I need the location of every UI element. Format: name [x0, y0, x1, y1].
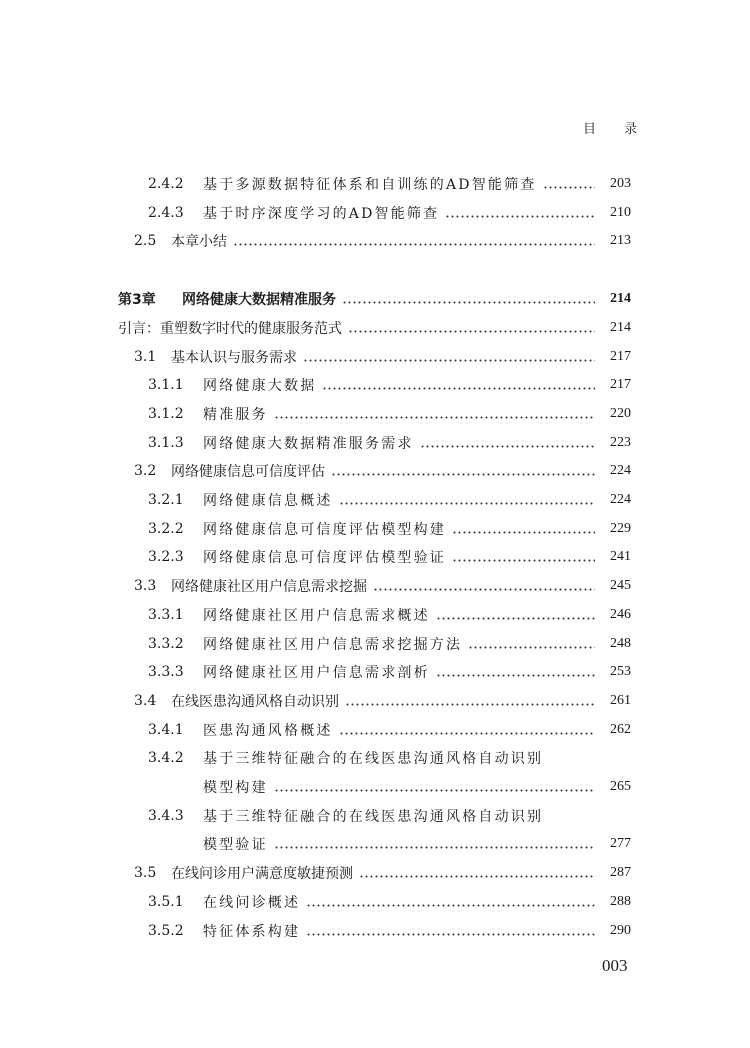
- entry-title: 网络健康信息可信度评估模型构建: [203, 521, 446, 538]
- entry-number: 第3章: [118, 292, 156, 309]
- toc-entry[interactable]: [0, 287, 750, 311]
- toc-entry[interactable]: [0, 402, 750, 426]
- entry-title: 在线问诊用户满意度敏捷预测: [171, 866, 353, 883]
- toc-entry-continuation[interactable]: [0, 775, 750, 799]
- page-number: 003: [602, 956, 628, 975]
- entry-number: 3.4: [134, 692, 157, 709]
- toc-entry[interactable]: [0, 718, 750, 742]
- entry-title-continuation: 模型验证: [203, 837, 268, 854]
- dot-leader: [436, 660, 595, 684]
- dot-leader: [445, 201, 595, 225]
- entry-number: 3.3: [134, 578, 157, 595]
- toc-entry[interactable]: [0, 488, 750, 512]
- entry-page: 245: [610, 578, 631, 594]
- entry-page: 213: [610, 233, 631, 249]
- entry-page: 241: [610, 549, 631, 565]
- dot-leader: [274, 775, 595, 799]
- entry-page: 220: [610, 405, 631, 421]
- entry-title: 基于多源数据特征体系和自训练的AD智能筛查: [203, 177, 537, 193]
- dot-leader: [468, 632, 595, 656]
- dot-leader: [322, 373, 595, 397]
- entry-number: 3.2: [134, 463, 157, 480]
- toc-entry[interactable]: [0, 172, 750, 196]
- dot-leader: [345, 689, 595, 713]
- entry-page: 229: [610, 520, 631, 536]
- toc-entry[interactable]: [0, 603, 750, 627]
- dot-leader: [274, 832, 595, 856]
- toc-entry-continuation[interactable]: [0, 832, 750, 856]
- dot-leader: [373, 574, 595, 598]
- entry-page: 214: [610, 291, 631, 307]
- entry-number: 3.5.2: [148, 922, 184, 939]
- dot-leader: [348, 316, 595, 340]
- entry-number: 3.3.1: [148, 606, 184, 623]
- toc-entry[interactable]: [0, 890, 750, 914]
- entry-page: 224: [610, 492, 631, 507]
- entry-title: 网络健康社区用户信息需求挖掘: [171, 579, 367, 596]
- entry-number: 3.3.2: [148, 635, 184, 652]
- toc-entry[interactable]: [0, 373, 750, 397]
- dot-leader: [339, 488, 595, 512]
- dot-leader: [306, 919, 595, 943]
- entry-number: 3.4.3: [148, 807, 184, 824]
- toc-entry[interactable]: [0, 689, 750, 713]
- entry-page: 288: [610, 893, 631, 909]
- entry-title: 网络健康信息可信度评估模型验证: [203, 550, 446, 567]
- running-header: 目 录: [583, 122, 650, 137]
- entry-number: 3.1: [134, 348, 157, 365]
- entry-number: 3.1.2: [148, 405, 184, 422]
- toc-entry[interactable]: [0, 574, 750, 598]
- toc-entry[interactable]: [0, 459, 750, 483]
- entry-page: 223: [610, 434, 631, 450]
- entry-number: 3.2.2: [148, 520, 184, 537]
- entry-title: 基于时序深度学习的AD智能筛查: [203, 205, 440, 222]
- entry-title: 网络健康社区用户信息需求剖析: [203, 665, 430, 682]
- entry-title: 特征体系构建: [203, 923, 301, 940]
- toc-entry[interactable]: [0, 660, 750, 684]
- toc-entry[interactable]: [0, 545, 750, 569]
- toc-entry[interactable]: [0, 632, 750, 656]
- dot-leader: [303, 345, 595, 369]
- entry-title: 网络健康信息可信度评估: [171, 464, 325, 481]
- dot-leader: [233, 229, 595, 253]
- entry-title: 网络健康信息概述: [203, 493, 333, 509]
- entry-page: 265: [610, 779, 631, 794]
- entry-number: 3.2.3: [148, 549, 184, 566]
- entry-number: 3.5: [134, 865, 157, 882]
- entry-page: 246: [610, 606, 631, 622]
- entry-number: 2.4.3: [148, 204, 184, 221]
- entry-page: 287: [610, 865, 631, 881]
- toc-entry[interactable]: [0, 746, 750, 770]
- entry-page: 277: [610, 836, 631, 852]
- entry-page: 210: [610, 204, 631, 220]
- entry-page: 214: [610, 319, 631, 335]
- toc-entry[interactable]: [0, 201, 750, 225]
- entry-title: 基本认识与服务需求: [171, 349, 297, 366]
- entry-page: 248: [610, 635, 631, 651]
- entry-page: 253: [610, 664, 631, 680]
- entry-number: 3.1.3: [148, 434, 184, 451]
- entry-number: 3.3.3: [148, 664, 184, 681]
- entry-number: 3.1.1: [148, 377, 184, 394]
- dot-leader: [452, 545, 595, 569]
- entry-title-continuation: 模型构建: [203, 780, 268, 796]
- entry-page: 203: [610, 176, 631, 191]
- toc-entry[interactable]: [0, 345, 750, 369]
- toc-entry[interactable]: [0, 861, 750, 885]
- entry-number: 3.2.1: [148, 492, 184, 508]
- dot-leader: [359, 861, 595, 885]
- entry-number: 3.4.1: [148, 721, 184, 738]
- dot-leader: [342, 287, 595, 311]
- toc-entry[interactable]: [0, 229, 750, 253]
- entry-title: 本章小结: [171, 234, 227, 251]
- entry-page: 261: [610, 692, 631, 708]
- dot-leader: [306, 890, 595, 914]
- entry-number: 3.5.1: [148, 893, 184, 910]
- entry-page: 217: [610, 377, 631, 393]
- dot-leader: [543, 172, 595, 196]
- entry-title: 医患沟通风格概述: [203, 722, 333, 739]
- entry-page: 224: [610, 463, 631, 479]
- dot-leader: [420, 431, 595, 455]
- entry-title: 基于三维特征融合的在线医患沟通风格自动识别: [203, 808, 544, 825]
- dot-leader: [452, 517, 595, 541]
- entry-page: 262: [610, 721, 631, 737]
- entry-title: 在线医患沟通风格自动识别: [171, 693, 339, 710]
- entry-page: 290: [610, 922, 631, 938]
- toc-entry[interactable]: [0, 919, 750, 943]
- toc-entry[interactable]: [0, 517, 750, 541]
- entry-number: 2.4.2: [148, 176, 184, 192]
- entry-number: 2.5: [134, 233, 157, 250]
- entry-title: 在线问诊概述: [203, 894, 301, 911]
- entry-title: 引言：重塑数字时代的健康服务范式: [118, 320, 342, 337]
- entry-number: 3.4.2: [148, 750, 184, 767]
- entry-page: 217: [610, 348, 631, 364]
- dot-leader: [339, 718, 595, 742]
- dot-leader: [436, 603, 595, 627]
- dot-leader: [331, 459, 595, 483]
- entry-title: 基于三维特征融合的在线医患沟通风格自动识别: [203, 751, 544, 768]
- entry-title: 网络健康社区用户信息需求概述: [203, 607, 430, 624]
- toc-entry[interactable]: [0, 431, 750, 455]
- entry-title: 网络健康大数据精准服务: [182, 292, 336, 309]
- entry-title: 网络健康社区用户信息需求挖掘方法: [203, 636, 463, 653]
- toc-entry[interactable]: [0, 316, 750, 340]
- entry-title: 精准服务: [203, 406, 268, 423]
- entry-title: 网络健康大数据: [203, 378, 317, 395]
- toc-entry[interactable]: [0, 804, 750, 828]
- entry-title: 网络健康大数据精准服务需求: [203, 435, 414, 452]
- dot-leader: [274, 402, 595, 426]
